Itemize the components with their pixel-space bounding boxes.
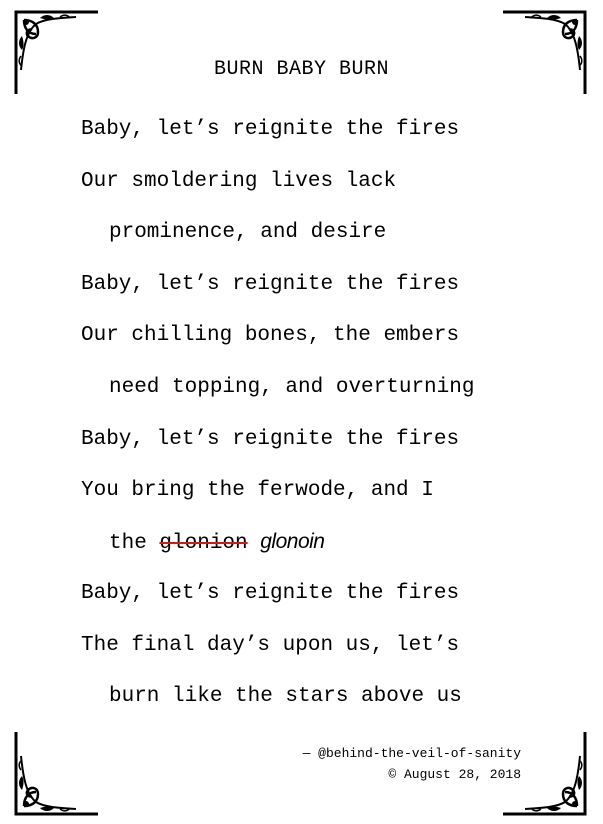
line-prefix: the <box>109 532 160 555</box>
poem-line: The final day’s upon us, let’s <box>81 634 460 657</box>
author-credit: — @behind-the-veil-of-sanity <box>302 746 521 761</box>
poem-line: need topping, and overturning <box>109 376 475 399</box>
poem-line-corrected <box>109 529 324 557</box>
corner-ornament-bottom-left <box>14 732 98 816</box>
corner-ornament-top-left <box>14 10 98 94</box>
poem-line: Our smoldering lives lack <box>81 170 397 193</box>
poem-line: You bring the ferwode, and I <box>81 479 434 502</box>
poem-title: BURN BABY BURN <box>213 58 390 81</box>
corner-ornament-top-right <box>503 10 587 94</box>
copyright-date: © August 28, 2018 <box>388 767 521 782</box>
poem-line: prominence, and desire <box>109 221 387 244</box>
poem-line: Baby, let’s reignite the fires <box>81 582 460 605</box>
struck-word: glonion <box>159 532 248 555</box>
poem-line: Baby, let’s reignite the fires <box>81 118 460 141</box>
poem-line: burn like the stars above us <box>109 685 462 708</box>
poem-line: Our chilling bones, the embers <box>81 324 460 347</box>
poem-line: Baby, let’s reignite the fires <box>81 428 460 451</box>
handwritten-correction: glonoin <box>260 530 325 553</box>
poem-line: Baby, let’s reignite the fires <box>81 273 460 296</box>
